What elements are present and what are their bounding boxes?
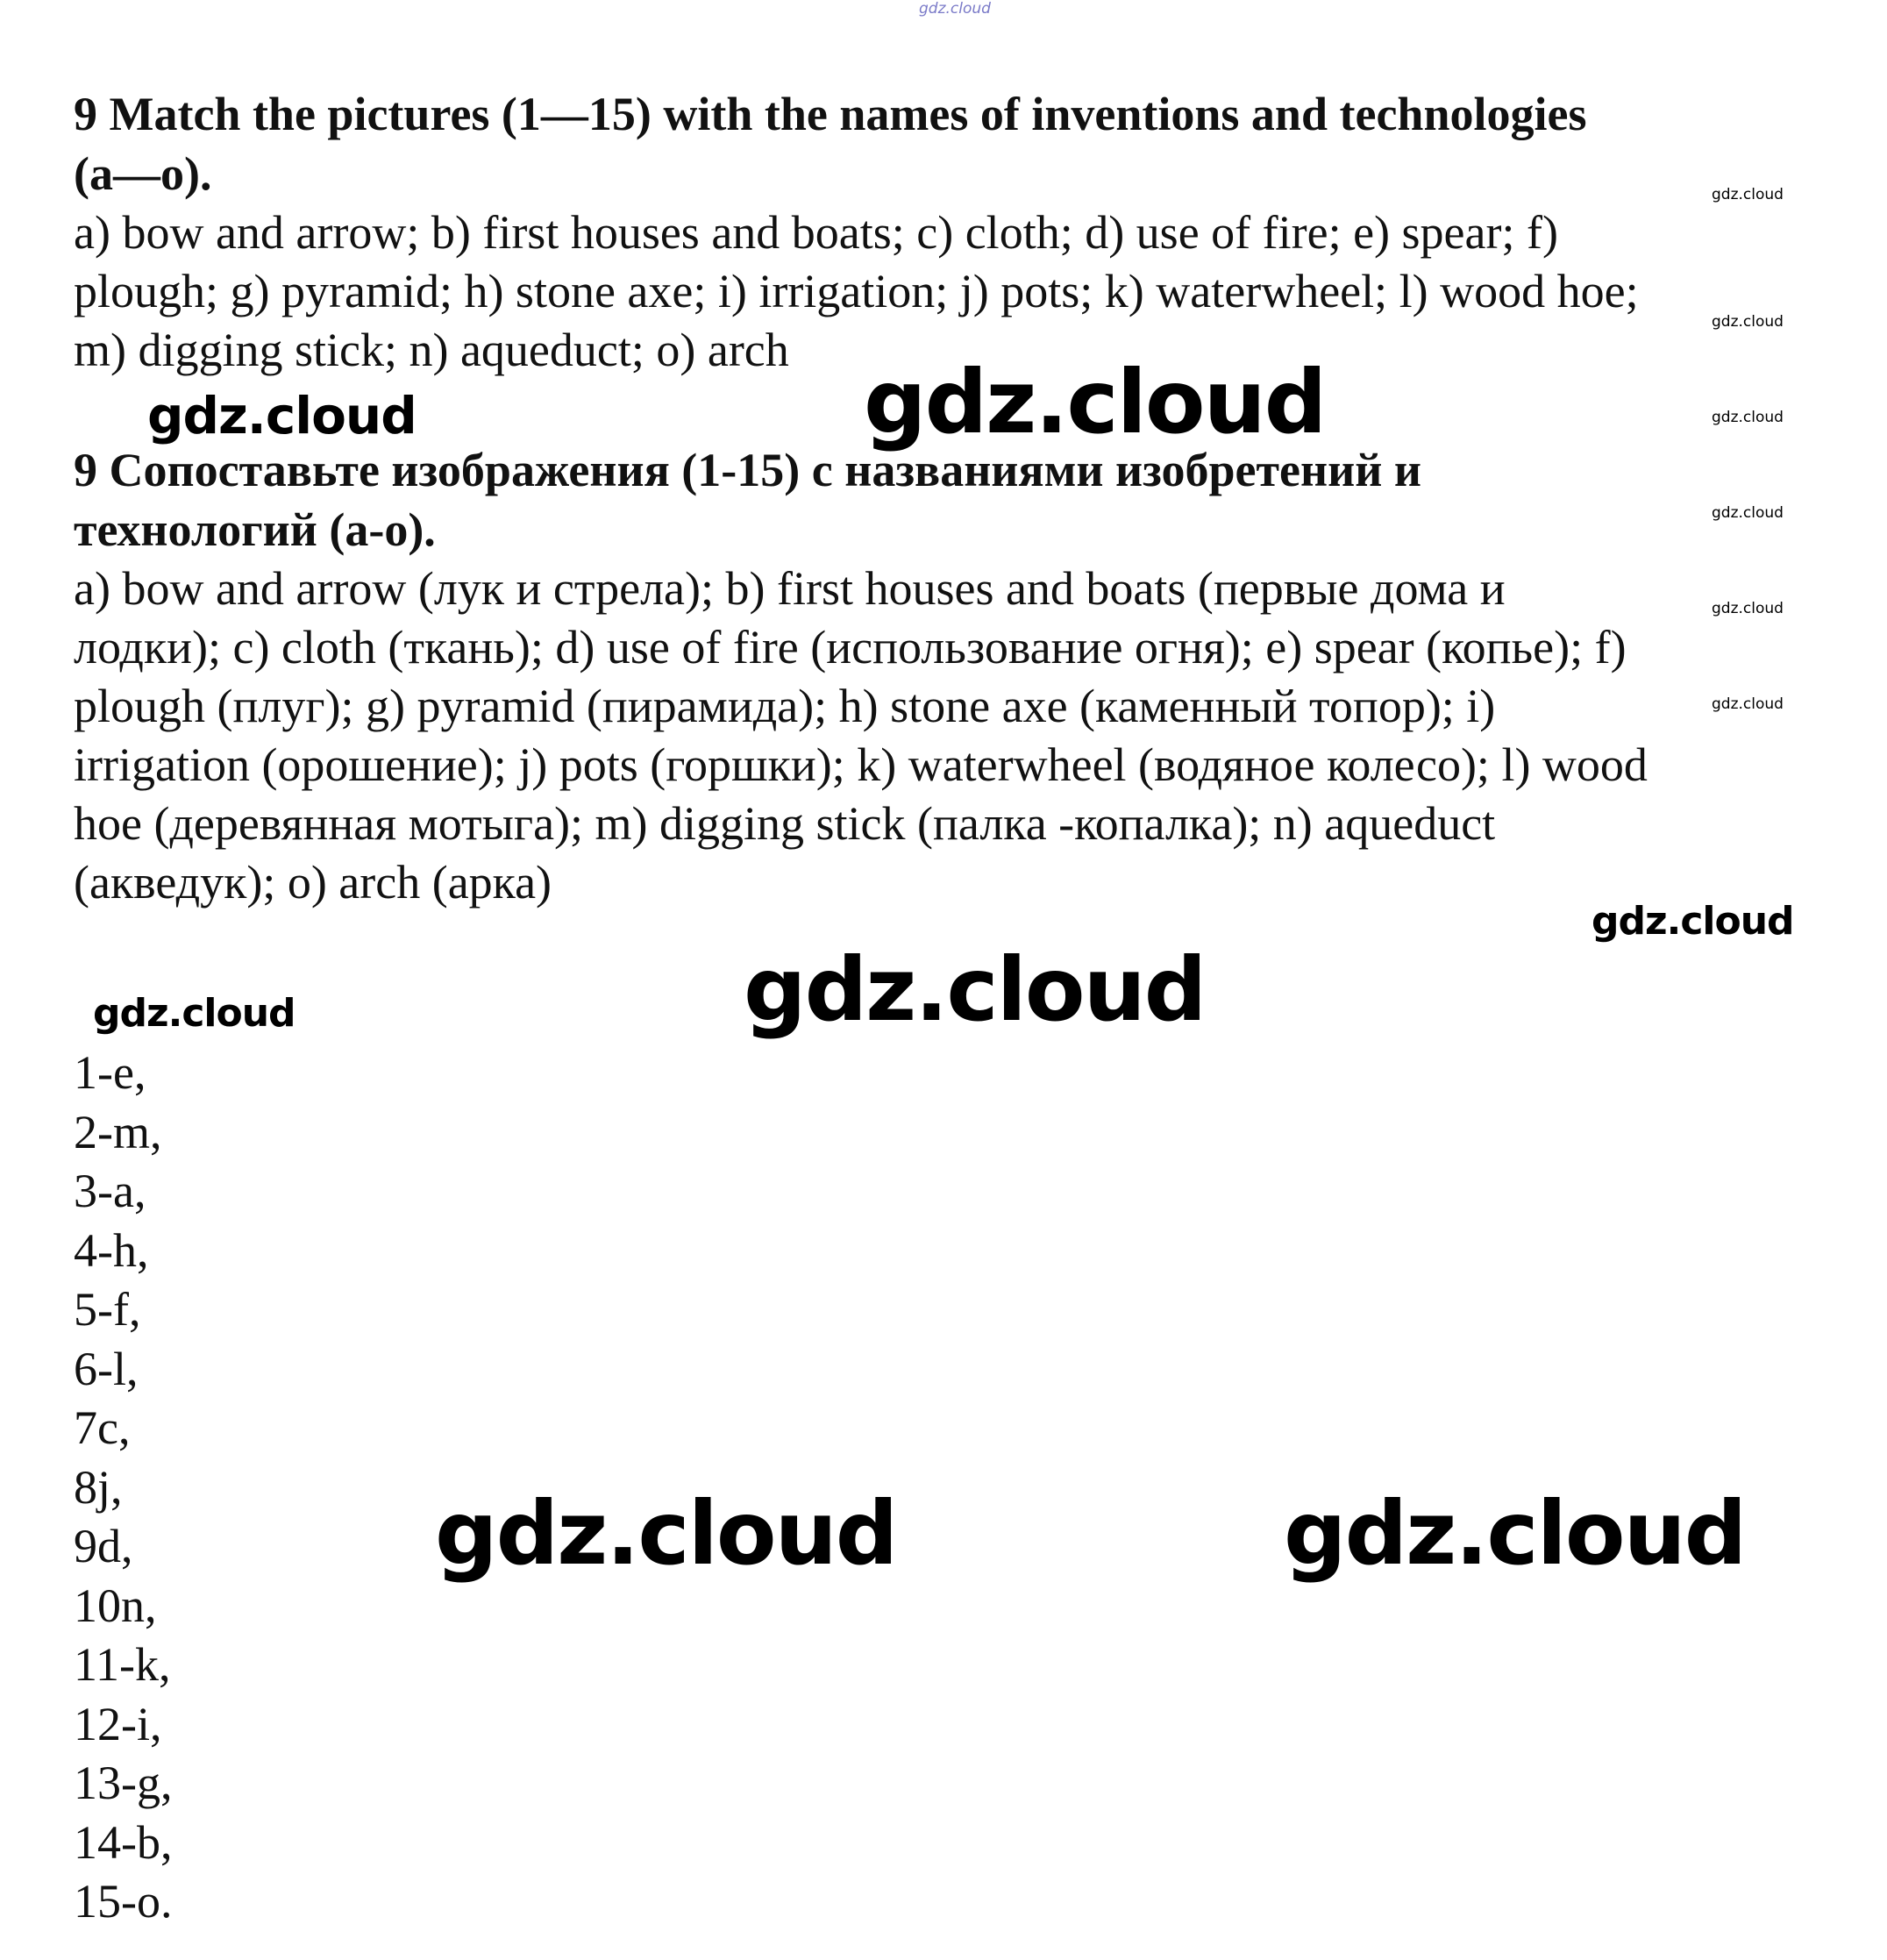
- answer-item: 8j,: [74, 1460, 123, 1514]
- russian-line-1: a) bow and arrow (лук и стрела); b) first houses and boats (первые дома и: [74, 562, 1506, 615]
- watermark: gdz.cloud: [1712, 695, 1784, 713]
- english-heading-line-1: 9 Match the pictures (1—15) with the names of inventions and technologies: [74, 88, 1587, 140]
- russian-heading-line-1: 9 Сопоставьте изображения (1-15) с названиями изобретений и: [74, 444, 1421, 496]
- answer-item: 4-h,: [74, 1223, 149, 1277]
- watermark: gdz.cloud: [1712, 600, 1784, 617]
- answer-item: 15-o.: [74, 1875, 173, 1928]
- watermark: gdz.cloud: [435, 1482, 897, 1585]
- watermark-top: gdz.cloud: [919, 0, 991, 18]
- watermark: gdz.cloud: [1712, 313, 1784, 331]
- watermark: gdz.cloud: [1284, 1482, 1746, 1585]
- answer-item: 13-g,: [74, 1757, 173, 1809]
- english-task: [74, 84, 1810, 380]
- russian-line-2: лодки); c) cloth (ткань); d) use of fire (использование огня); e) spear (копье); f): [74, 621, 1627, 674]
- russian-line-5: hoe (деревянная мотыга); m) digging stick (палка -копалка); n) aqueduct: [74, 797, 1496, 850]
- watermark: gdz.cloud: [1712, 504, 1784, 522]
- watermark: gdz.cloud: [93, 991, 296, 1036]
- watermark: gdz.cloud: [1712, 186, 1784, 203]
- english-line-3: m) digging stick; n) aqueduct; o) arch: [74, 324, 789, 376]
- answer-item: 5-f,: [74, 1283, 141, 1336]
- english-line-1: a) bow and arrow; b) first houses and boats; c) cloth; d) use of fire; e) spear; f): [74, 206, 1558, 259]
- answer-item: 9d,: [74, 1520, 133, 1572]
- answer-item: 3-a,: [74, 1165, 146, 1217]
- russian-line-3: plough (плуг); g) pyramid (пирамида); h) stone axe (каменный топор); i): [74, 680, 1496, 732]
- answer-item: 2-m,: [74, 1105, 162, 1158]
- watermark: gdz.cloud: [864, 351, 1326, 453]
- answer-item: 6-l,: [74, 1342, 139, 1395]
- answer-item: 7c,: [74, 1401, 131, 1454]
- watermark: gdz.cloud: [744, 938, 1206, 1041]
- answer-item: 14-b,: [74, 1815, 173, 1869]
- answers-list: [74, 1044, 172, 1932]
- russian-line-4: irrigation (орошение); j) pots (горшки); k) waterwheel (водяное колесо); l) wood: [74, 738, 1648, 791]
- russian-heading-line-2: технологий (a-o).: [74, 503, 436, 556]
- answer-item: 11-k,: [74, 1638, 171, 1691]
- answer-item: 1-e,: [74, 1046, 146, 1099]
- english-line-2: plough; g) pyramid; h) stone axe; i) irrigation; j) pots; k) waterwheel; l) wood hoe;: [74, 265, 1639, 317]
- answer-item: 12-i,: [74, 1697, 162, 1750]
- watermark: gdz.cloud: [147, 386, 417, 445]
- watermark: gdz.cloud: [1591, 899, 1794, 944]
- watermark: gdz.cloud: [1712, 409, 1784, 426]
- english-heading-line-2: (a—o).: [74, 147, 212, 200]
- russian-line-6: (акведук); o) arch (арка): [74, 856, 552, 909]
- answer-item: 10n,: [74, 1579, 157, 1632]
- russian-task: [74, 440, 1810, 912]
